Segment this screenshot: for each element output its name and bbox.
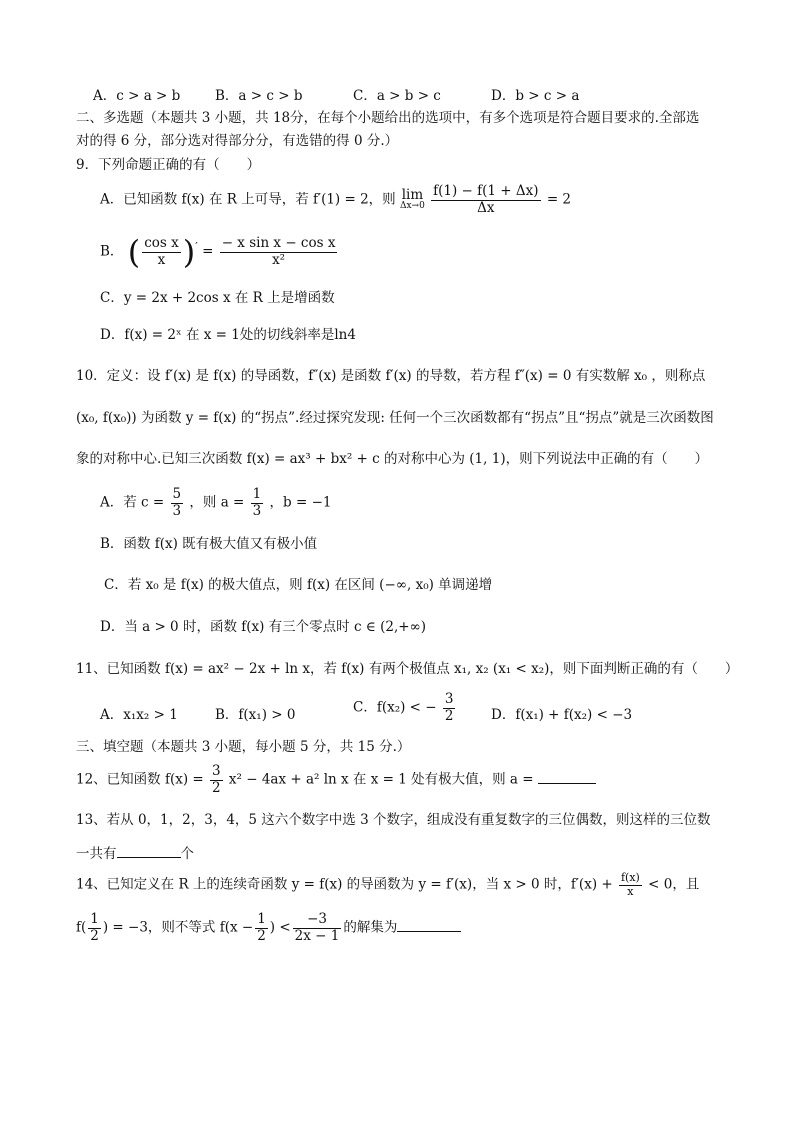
q8-option-c: C．a > b > c (353, 88, 441, 104)
q10-a-a-num: 1 (252, 486, 262, 502)
q9-a-lim-word: lim (401, 186, 424, 203)
q14-l2-b-num: 1 (257, 911, 266, 927)
q9-option-c: C．y = 2x + 2cos x 在 R 上是增函数 (100, 290, 335, 306)
q9-option-d: D．f(x) = 2ˣ 在 x = 1处的切线斜率是ln4 (100, 327, 356, 343)
q8-option-a: A．c > a > b (93, 88, 181, 104)
q10-option-c: C．若 x₀ 是 f(x) 的极大值点，则 f(x) 在区间 (−∞, x₀) 单调递增 (104, 577, 493, 593)
q14-l2-b: ) = −3，则不等式 f(x − (102, 919, 254, 936)
q10-line-1: 10．定义：设 f′(x) 是 f(x) 的导函数，f″(x) 是函数 f′(x) 的导数，若方程 f″(x) = 0 有实数解 x₀ ，则称点 (76, 368, 706, 384)
q9-stem: 9．下列命题正确的有（ ） (76, 157, 261, 173)
q14-l2-b-den: 2 (257, 927, 266, 944)
q14-l2-frac-1 (88, 912, 101, 944)
q9-b-den: x² (272, 251, 286, 268)
q14-l2-a: f( (76, 919, 87, 936)
q14-l2-c-den: 2x − 1 (294, 927, 340, 944)
q9-option-a (100, 184, 571, 216)
section-2-title: 二、多选题（本题共 3 小题，共 18分，在每个小题给出的选项中，有多个选项是符合题目要求的.全部选 (76, 110, 700, 126)
q9-b-inner-num: cos x (144, 235, 179, 251)
q10-line-3: 象的对称中心.已知三次函数 f(x) = ax³ + bx² + c 的对称中心为 (1, 1)，则下列说法中正确的有（ ） (76, 451, 709, 467)
q10-a-tail: ，b = −1 (269, 494, 332, 511)
q14-l2-a-num: 1 (90, 911, 99, 927)
q14-l2-c: ) < (269, 919, 291, 936)
q14-line-1 (76, 872, 699, 898)
q9-b-prime: ′ (195, 240, 198, 254)
q9-b-fraction (220, 236, 338, 268)
q12-answer-blank[interactable] (538, 771, 596, 784)
q12-frac-num: 3 (212, 763, 221, 779)
q12-prefix: 12、已知函数 f(x) = (76, 771, 204, 788)
q10-a-mid: ，则 a = (189, 494, 245, 511)
q12-suffix: x² − 4ax + a² ln x 在 x = 1 处有极大值，则 a = (228, 771, 534, 788)
q10-a-a-fraction (251, 487, 264, 519)
q9-a-num: f(1) − f(1 + Δx) (433, 183, 539, 199)
q10-a-a-den: 3 (252, 502, 262, 519)
q13-line2-suffix: 个 (180, 846, 194, 862)
q10-option-b: B．函数 f(x) 既有极大值又有极小值 (100, 536, 318, 552)
q10-option-d: D．当 a > 0 时，函数 f(x) 有三个零点时 c ∈ (2,+∞) (100, 619, 427, 635)
q10-a-c-den: 3 (172, 502, 182, 519)
q8-option-b: B．a > c > b (215, 88, 303, 104)
q9-a-limit (399, 186, 425, 212)
q14-line1-suffix: < 0，且 (648, 876, 700, 893)
q13-line-2 (76, 845, 194, 862)
q9-b-prefix: B． (100, 243, 124, 260)
q12-frac-den: 2 (212, 779, 221, 796)
q14-line1-fraction (619, 872, 642, 898)
q14-l2-a-den: 2 (90, 927, 99, 944)
q11-option-c (353, 692, 457, 724)
section-2-title-cont: 对的得 6 分，部分选对得部分分，有选错的得 0 分.） (76, 133, 399, 149)
q9-b-inner-den: x (157, 251, 166, 268)
q14-l2-frac-3 (293, 912, 342, 944)
q13-line-1: 13、若从 0，1，2，3，4，5 这六个数字中选 3 个数字，组成没有重复数字的三位偶数，则这样的三位数 (76, 812, 711, 828)
q14-l2-frac-2 (255, 912, 268, 944)
q9-b-eq: = (202, 243, 214, 260)
q10-line-2: (x₀, f(x₀)) 为函数 y = f(x) 的“拐点”.经过探究发现: 任何一个三次函数都有“拐点”且“拐点”就是三次函数图 (76, 410, 714, 426)
q10-a-c-fraction (171, 487, 184, 519)
q9-a-rhs: = 2 (546, 191, 572, 208)
q11-option-b: B．f(x₁) > 0 (215, 707, 296, 723)
q14-l2-c-num: −3 (293, 912, 342, 929)
q9-a-lim-sub: Δx→0 (399, 201, 425, 212)
q11-stem: 11、已知函数 f(x) = ax² − 2x + ln x，若 f(x) 有两个极值点 x₁, x₂ (x₁ < x₂)，则下面判断正确的有（ ） (76, 661, 739, 677)
q14-line-2 (76, 912, 461, 944)
q11-c-fraction (443, 692, 456, 724)
q9-option-b: B． ( $\frac{\text{cos x}}{x}$ )′ = $\frac{\text{− x sin x − cos x}}{\text{x²}}$ (100, 233, 336, 272)
q14-l2-d: 的解集为 (343, 919, 398, 936)
q12 (76, 764, 596, 796)
q9-b-inner-fraction (142, 236, 181, 268)
q11-c-num: 3 (444, 691, 454, 707)
q8-option-d: D．b > c > a (491, 88, 580, 104)
q10-a-c-num: 5 (172, 486, 182, 502)
section-3-title: 三、填空题（本题共 3 小题，每小题 5 分，共 15 分.） (76, 739, 411, 755)
q11-c-prefix: C．f(x₂) < − (353, 699, 437, 716)
q11-option-a: A．x₁x₂ > 1 (100, 707, 178, 723)
q9-b-num: − x sin x − cos x (221, 235, 336, 251)
q13-line2-prefix: 一共有 (76, 846, 117, 862)
q14-line1-den: x (627, 884, 634, 898)
q14-line1-num: f(x) (620, 871, 640, 884)
q9-a-prefix: A．已知函数 f(x) 在 R 上可导，若 f′(1) = 2，则 (100, 191, 396, 208)
q11-option-d: D．f(x₁) + f(x₂) < −3 (491, 707, 633, 723)
q9-a-den: Δx (477, 199, 495, 216)
q12-fraction (210, 764, 223, 796)
q13-answer-blank[interactable] (117, 845, 181, 858)
q9-a-fraction (431, 184, 540, 216)
q10-a-prefix: A．若 c = (100, 494, 165, 511)
q10-option-a (100, 487, 331, 519)
q14-line1-prefix: 14、已知定义在 R 上的连续奇函数 y = f(x) 的导函数为 y = f′(x)，当 x > 0 时，f′(x) + (76, 876, 613, 893)
q11-c-den: 2 (444, 707, 454, 724)
q14-answer-blank[interactable] (397, 919, 461, 932)
